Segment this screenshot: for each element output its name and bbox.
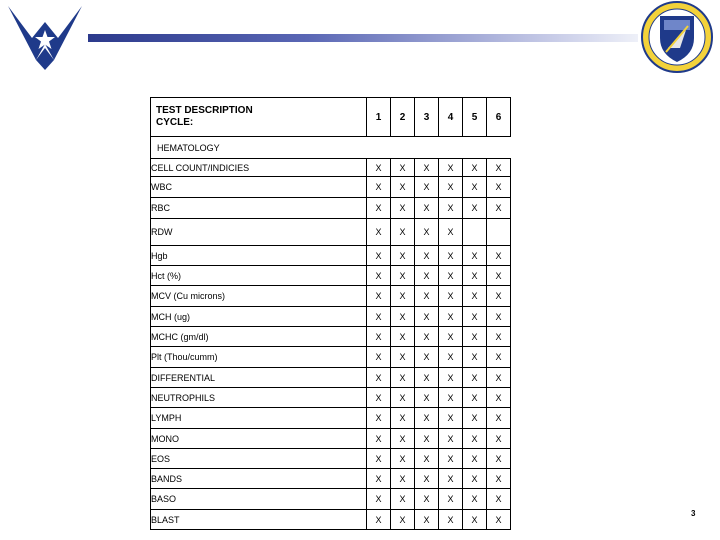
section-label: HEMATOLOGY: [151, 137, 511, 159]
cycle-5-mark: X: [463, 347, 487, 368]
cycle-2-header: 2: [391, 98, 415, 137]
cycle-1-mark: X: [367, 246, 391, 266]
cycle-3-mark: X: [415, 307, 439, 327]
cycle-3-mark: X: [415, 286, 439, 307]
cycle-1-mark: X: [367, 449, 391, 469]
cycle-5-header: 5: [463, 98, 487, 137]
cycle-3-mark: X: [415, 368, 439, 388]
cycle-5-mark: X: [463, 286, 487, 307]
row-label: Plt (Thou/cumm): [151, 347, 367, 368]
cycle-1-header: 1: [367, 98, 391, 137]
cycle-4-mark: X: [439, 286, 463, 307]
cycle-2-mark: X: [391, 347, 415, 368]
cycle-3-mark: X: [415, 388, 439, 408]
cycle-4-mark: X: [439, 198, 463, 219]
cycle-3-mark: X: [415, 449, 439, 469]
table-row: [151, 347, 511, 368]
cycle-6-mark: X: [487, 177, 511, 198]
cycle-3-mark: X: [415, 246, 439, 266]
table-header-row: [151, 98, 511, 137]
command-shield-emblem-logo: [640, 0, 714, 74]
table-body: [151, 159, 511, 530]
cycle-6-mark: X: [487, 368, 511, 388]
row-label: LYMPH: [151, 408, 367, 429]
air-force-symbol-logo: [6, 4, 84, 72]
table-row: [151, 246, 511, 266]
cycle-2-mark: X: [391, 198, 415, 219]
cycle-3-mark: X: [415, 198, 439, 219]
cycle-5-mark: X: [463, 388, 487, 408]
cycle-2-mark: X: [391, 246, 415, 266]
row-label: Hgb: [151, 246, 367, 266]
row-label: BASO: [151, 489, 367, 510]
table-row: [151, 327, 511, 347]
cycle-2-mark: X: [391, 159, 415, 177]
cycle-1-mark: X: [367, 177, 391, 198]
cycle-1-mark: X: [367, 286, 391, 307]
cycle-2-mark: X: [391, 510, 415, 530]
cycle-4-mark: X: [439, 159, 463, 177]
cycle-5-mark: [463, 219, 487, 246]
row-label: RBC: [151, 198, 367, 219]
cycle-6-mark: X: [487, 159, 511, 177]
cycle-4-mark: X: [439, 347, 463, 368]
table-row: [151, 510, 511, 530]
cycle-3-mark: X: [415, 177, 439, 198]
cycle-5-mark: X: [463, 159, 487, 177]
cycle-3-mark: X: [415, 219, 439, 246]
section-row-hematology: [151, 137, 511, 159]
cycle-6-header: 6: [487, 98, 511, 137]
table-row: [151, 469, 511, 489]
cycle-1-mark: X: [367, 219, 391, 246]
row-label: MCV (Cu microns): [151, 286, 367, 307]
row-label: WBC: [151, 177, 367, 198]
cycle-1-mark: X: [367, 388, 391, 408]
cycle-2-mark: X: [391, 408, 415, 429]
table-row: [151, 449, 511, 469]
cycle-4-header: 4: [439, 98, 463, 137]
test-description-header: [151, 98, 367, 137]
table-row: [151, 307, 511, 327]
cycle-3-mark: X: [415, 429, 439, 449]
cycle-1-mark: X: [367, 489, 391, 510]
cycle-6-mark: X: [487, 327, 511, 347]
cycle-2-mark: X: [391, 327, 415, 347]
cycle-1-mark: X: [367, 368, 391, 388]
cycle-6-mark: X: [487, 347, 511, 368]
cycle-4-mark: X: [439, 449, 463, 469]
cycle-5-mark: X: [463, 469, 487, 489]
cycle-6-mark: X: [487, 449, 511, 469]
cycle-2-mark: X: [391, 177, 415, 198]
row-label: RDW: [151, 219, 367, 246]
cycle-6-mark: X: [487, 286, 511, 307]
cycle-2-mark: X: [391, 429, 415, 449]
table-row: [151, 266, 511, 286]
cycle-5-mark: X: [463, 368, 487, 388]
cycle-2-mark: X: [391, 449, 415, 469]
page-number: 3: [691, 509, 696, 518]
cycle-1-mark: X: [367, 469, 391, 489]
cycle-4-mark: X: [439, 388, 463, 408]
cycle-5-mark: X: [463, 408, 487, 429]
cycle-6-mark: X: [487, 388, 511, 408]
cycle-1-mark: X: [367, 266, 391, 286]
table-row: [151, 489, 511, 510]
cycle-1-mark: X: [367, 198, 391, 219]
cycle-3-mark: X: [415, 408, 439, 429]
cycle-2-mark: X: [391, 489, 415, 510]
row-label: MCH (ug): [151, 307, 367, 327]
cycle-2-mark: X: [391, 469, 415, 489]
row-label: DIFFERENTIAL: [151, 368, 367, 388]
cycle-5-mark: X: [463, 177, 487, 198]
table-row: [151, 286, 511, 307]
cycle-4-mark: X: [439, 307, 463, 327]
table-row: [151, 219, 511, 246]
cycle-2-mark: X: [391, 307, 415, 327]
cycle-5-mark: X: [463, 307, 487, 327]
cycle-1-mark: X: [367, 429, 391, 449]
cycle-6-mark: X: [487, 266, 511, 286]
cycle-2-mark: X: [391, 266, 415, 286]
row-label: NEUTROPHILS: [151, 388, 367, 408]
cycle-3-header: 3: [415, 98, 439, 137]
table-row: [151, 368, 511, 388]
header-bar: [88, 34, 638, 42]
test-description-label: TEST DESCRIPTION: [156, 105, 253, 116]
cycle-5-mark: X: [463, 246, 487, 266]
cycle-5-mark: X: [463, 489, 487, 510]
cycle-6-mark: X: [487, 510, 511, 530]
test-cycle-table: [150, 97, 511, 530]
cycle-1-mark: X: [367, 307, 391, 327]
cycle-6-mark: X: [487, 408, 511, 429]
cycle-4-mark: X: [439, 408, 463, 429]
cycle-4-mark: X: [439, 246, 463, 266]
row-label: CELL COUNT/INDICIES: [151, 159, 367, 177]
table-row: [151, 159, 511, 177]
cycle-3-mark: X: [415, 469, 439, 489]
cycle-label: CYCLE:: [156, 117, 194, 128]
cycle-6-mark: X: [487, 489, 511, 510]
cycle-2-mark: X: [391, 219, 415, 246]
table-row: [151, 198, 511, 219]
cycle-4-mark: X: [439, 368, 463, 388]
cycle-5-mark: X: [463, 198, 487, 219]
cycle-1-mark: X: [367, 510, 391, 530]
cycle-6-mark: X: [487, 429, 511, 449]
cycle-5-mark: X: [463, 327, 487, 347]
cycle-4-mark: X: [439, 489, 463, 510]
table-row: [151, 429, 511, 449]
cycle-3-mark: X: [415, 327, 439, 347]
cycle-1-mark: X: [367, 159, 391, 177]
cycle-4-mark: X: [439, 177, 463, 198]
cycle-6-mark: X: [487, 307, 511, 327]
table-row: [151, 388, 511, 408]
cycle-4-mark: X: [439, 266, 463, 286]
row-label: Hct (%): [151, 266, 367, 286]
cycle-4-mark: X: [439, 327, 463, 347]
cycle-4-mark: X: [439, 510, 463, 530]
cycle-3-mark: X: [415, 266, 439, 286]
cycle-5-mark: X: [463, 510, 487, 530]
cycle-5-mark: X: [463, 449, 487, 469]
cycle-3-mark: X: [415, 510, 439, 530]
cycle-2-mark: X: [391, 368, 415, 388]
cycle-3-mark: X: [415, 159, 439, 177]
table-row: [151, 177, 511, 198]
row-label: EOS: [151, 449, 367, 469]
cycle-6-mark: X: [487, 198, 511, 219]
row-label: MCHC (gm/dl): [151, 327, 367, 347]
cycle-4-mark: X: [439, 219, 463, 246]
cycle-2-mark: X: [391, 286, 415, 307]
cycle-4-mark: X: [439, 469, 463, 489]
row-label: MONO: [151, 429, 367, 449]
cycle-6-mark: [487, 219, 511, 246]
cycle-2-mark: X: [391, 388, 415, 408]
cycle-3-mark: X: [415, 347, 439, 368]
cycle-6-mark: X: [487, 246, 511, 266]
cycle-6-mark: X: [487, 469, 511, 489]
row-label: BLAST: [151, 510, 367, 530]
cycle-1-mark: X: [367, 327, 391, 347]
cycle-4-mark: X: [439, 429, 463, 449]
cycle-5-mark: X: [463, 266, 487, 286]
table-row: [151, 408, 511, 429]
cycle-3-mark: X: [415, 489, 439, 510]
cycle-1-mark: X: [367, 347, 391, 368]
cycle-5-mark: X: [463, 429, 487, 449]
cycle-1-mark: X: [367, 408, 391, 429]
row-label: BANDS: [151, 469, 367, 489]
